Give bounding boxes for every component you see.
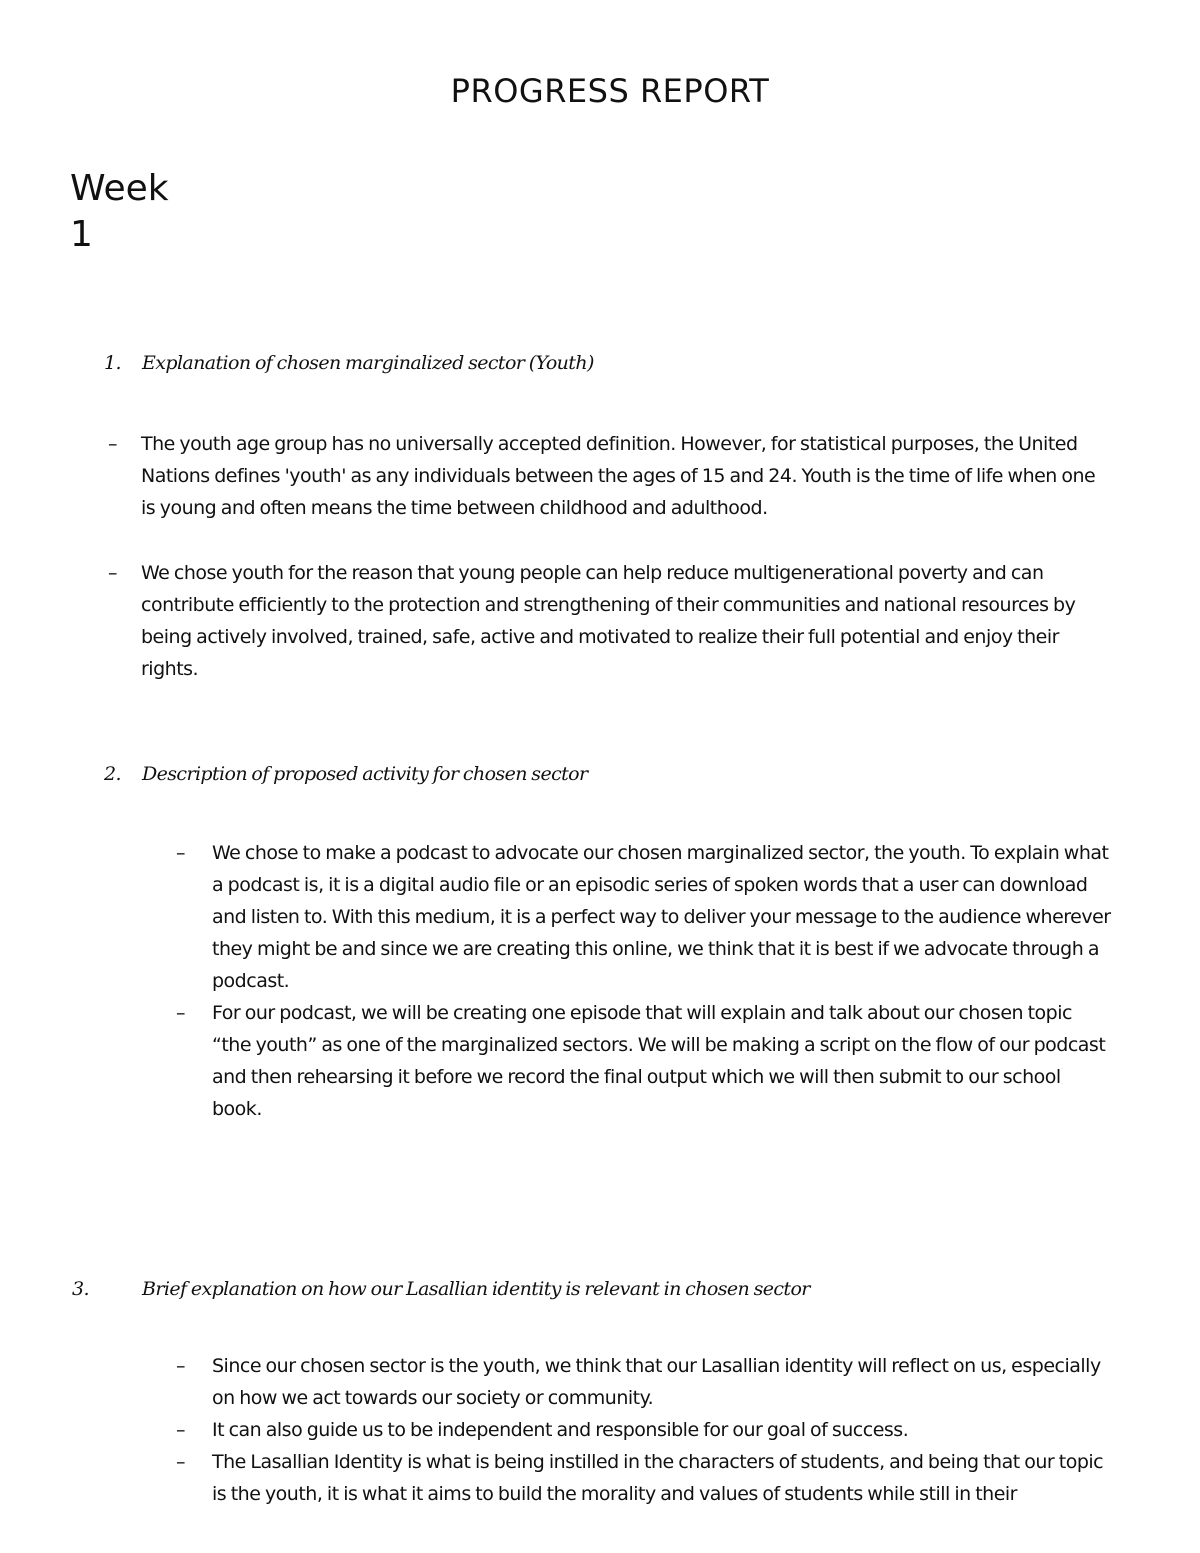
- bullet-text: We chose youth for the reason that young people can help reduce multigenerational poverty and can contribute efficiently to the protection and strengthening of their communities and national resources by being actively involved, trained, safe, active and motivated to realize their full potential and enjoy their rights.: [141, 562, 1076, 680]
- dash-icon: –: [176, 1002, 185, 1024]
- bullet-text: We chose to make a podcast to advocate our chosen marginalized sector, the youth. To explain what a podcast is, it is a digital audio file or an episodic series of spoken words that a user can download and listen to. With this medium, it is a perfect way to deliver your message to the audience wherever they might be and since we are creating this online, we think that it is best if we advocate through a podcast.: [212, 842, 1111, 992]
- dash-icon: –: [176, 1451, 185, 1473]
- dash-icon: –: [108, 562, 117, 584]
- bullet-text: Since our chosen sector is the youth, we think that our Lasallian identity will reflect on us, especially on how we act towards our society or community.: [212, 1355, 1101, 1409]
- week-label: Week: [70, 168, 169, 209]
- section-number-2: 2.: [104, 763, 121, 785]
- bullet-item: [176, 837, 1112, 997]
- section-number-3: 3.: [72, 1278, 89, 1300]
- section-number-1: 1.: [104, 352, 121, 374]
- bullet-text: The youth age group has no universally accepted definition. However, for statistical purposes, the United Nations defines 'youth' as any individuals between the ages of 15 and 24. Youth is the time of life when one is young and often means the time between childhood and adulthood.: [141, 433, 1096, 519]
- bullet-item: [176, 1414, 1112, 1446]
- bullet-text: It can also guide us to be independent and responsible for our goal of success.: [212, 1419, 909, 1441]
- dash-icon: –: [108, 433, 117, 455]
- week-number: 1: [70, 214, 93, 255]
- section-heading-1-text: Explanation of chosen marginalized sector (Youth): [142, 352, 594, 374]
- bullet-text: The Lasallian Identity is what is being instilled in the characters of students, and being that our topic is the youth, it is what it aims to build the morality and values of students while still in their: [212, 1451, 1104, 1505]
- dash-icon: –: [176, 1355, 185, 1377]
- bullet-item: [108, 557, 1098, 685]
- dash-icon: –: [176, 1419, 185, 1441]
- section-heading-2-text: Description of proposed activity for chosen sector: [142, 763, 588, 785]
- section-heading-3-text: Brief explanation on how our Lasallian identity is relevant in chosen sector: [142, 1278, 810, 1300]
- bullet-item: [176, 1350, 1112, 1414]
- page-title: PROGRESS REPORT: [450, 72, 770, 110]
- week-heading: [70, 166, 169, 258]
- bullet-item: [176, 997, 1112, 1125]
- bullet-item: [176, 1446, 1112, 1510]
- bullet-text: For our podcast, we will be creating one episode that will explain and talk about our chosen topic “the youth” as one of the marginalized sectors. We will be making a script on the flow of our podcast and then rehearsing it before we record the final output which we will then submit to our school book.: [212, 1002, 1106, 1120]
- dash-icon: –: [176, 842, 185, 864]
- bullet-item: [108, 428, 1098, 524]
